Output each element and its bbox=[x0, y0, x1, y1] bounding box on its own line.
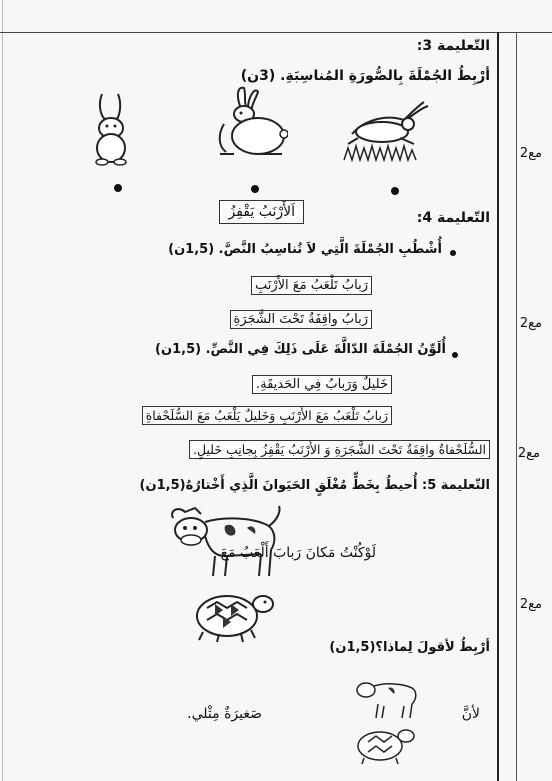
standing-rabbit-icon bbox=[200, 84, 288, 164]
small-turtle-icon[interactable] bbox=[350, 724, 416, 766]
instruction4-task2: أُلَوِّنُ الجُمْلَةَ الدّالَّةَ عَلَى ذَلِكَ فِي النَّصِّ. (1,5ن) bbox=[155, 342, 446, 357]
criteria-column-border bbox=[497, 32, 499, 781]
instruction5-title: التّعليمة 5: bbox=[422, 478, 490, 493]
criteria-column-border-inner bbox=[516, 32, 517, 781]
criteria-mark-2: مع2 bbox=[519, 316, 542, 331]
instruction5-sentence: لَوْكُنْتُ مَكانَ رَبابَ أَلْعَبُ مَعَ bbox=[220, 545, 376, 561]
reason-end: صَغيرَةٌ مِثْلي. bbox=[187, 706, 262, 722]
match-dot-3[interactable] bbox=[391, 187, 399, 195]
instruction4-task1: أُشْطُبِ الجُمْلَةَ الَّتِي لاَ تُناسِبُ النَّصَّ. (1,5ن) bbox=[168, 242, 442, 257]
jumping-rabbit-icon bbox=[342, 98, 432, 164]
option1-sentence-2[interactable]: رَبابُ واقِفَةٌ تَحْتَ الشَّجَرَةِ bbox=[230, 310, 372, 329]
bullet-1 bbox=[450, 250, 456, 256]
small-cow-icon[interactable] bbox=[354, 676, 420, 720]
turtle-icon[interactable] bbox=[185, 588, 275, 644]
instruction3-title: التّعليمة 3: bbox=[416, 38, 490, 54]
match-dot-2[interactable] bbox=[251, 185, 259, 193]
instruction5-text: أُحيطُ بِخَطٍّ مُغْلَقٍ الحَيَوانَ الَّذِي أَخْتارُهُ(1,5ن) bbox=[139, 478, 418, 493]
criteria-mark-1: مع2 bbox=[519, 146, 542, 161]
option2-sentence-2[interactable]: رَبابُ تَلْعَبُ مَعَ الأَرْنَبِ وَخَليلٌ يَلْعَبُ مَعَ السُّلَحْفاةِ bbox=[142, 406, 392, 425]
top-border bbox=[0, 32, 552, 33]
match-dot-1[interactable] bbox=[114, 184, 122, 192]
sentence-box[interactable]: اَلأَرْنَبُ يَقْفِزُ bbox=[219, 200, 304, 224]
bullet-2 bbox=[452, 352, 458, 358]
sitting-rabbit-icon bbox=[88, 90, 136, 168]
page-edge bbox=[2, 0, 3, 781]
option1-sentence-1[interactable]: رَبابُ تَلْعَبُ مَعَ الأَرْنَبِ bbox=[251, 276, 372, 295]
criteria-mark-4: مع2 bbox=[519, 597, 542, 612]
reason-task: أرْبِطُ لأقولَ لِماذا؟(1,5ن) bbox=[329, 640, 490, 655]
option2-sentence-1[interactable]: خَليلٌ وَرَبابُ فِي الحَديقَةِ. bbox=[252, 375, 392, 394]
reason-prefix: لأنَّ bbox=[461, 706, 480, 722]
criteria-mark-3: مع2 bbox=[517, 446, 540, 461]
instruction3-task: أرْبِطُ الجُمْلَةَ بِالصُّورَةِ المُناسِبَةِ. (3ن) bbox=[240, 68, 490, 84]
instruction4-title: التّعليمة 4: bbox=[416, 210, 490, 226]
option2-sentence-3[interactable]: السُّلَحْفاةُ واقِفَةٌ تَحْتَ الشَّجَرَةِ وَ الأَرْنَبُ يَقْفِزُ بِجانِبِ خَليلٍ. bbox=[189, 440, 490, 459]
instruction5-task bbox=[140, 478, 490, 493]
cow-icon[interactable] bbox=[165, 500, 283, 582]
